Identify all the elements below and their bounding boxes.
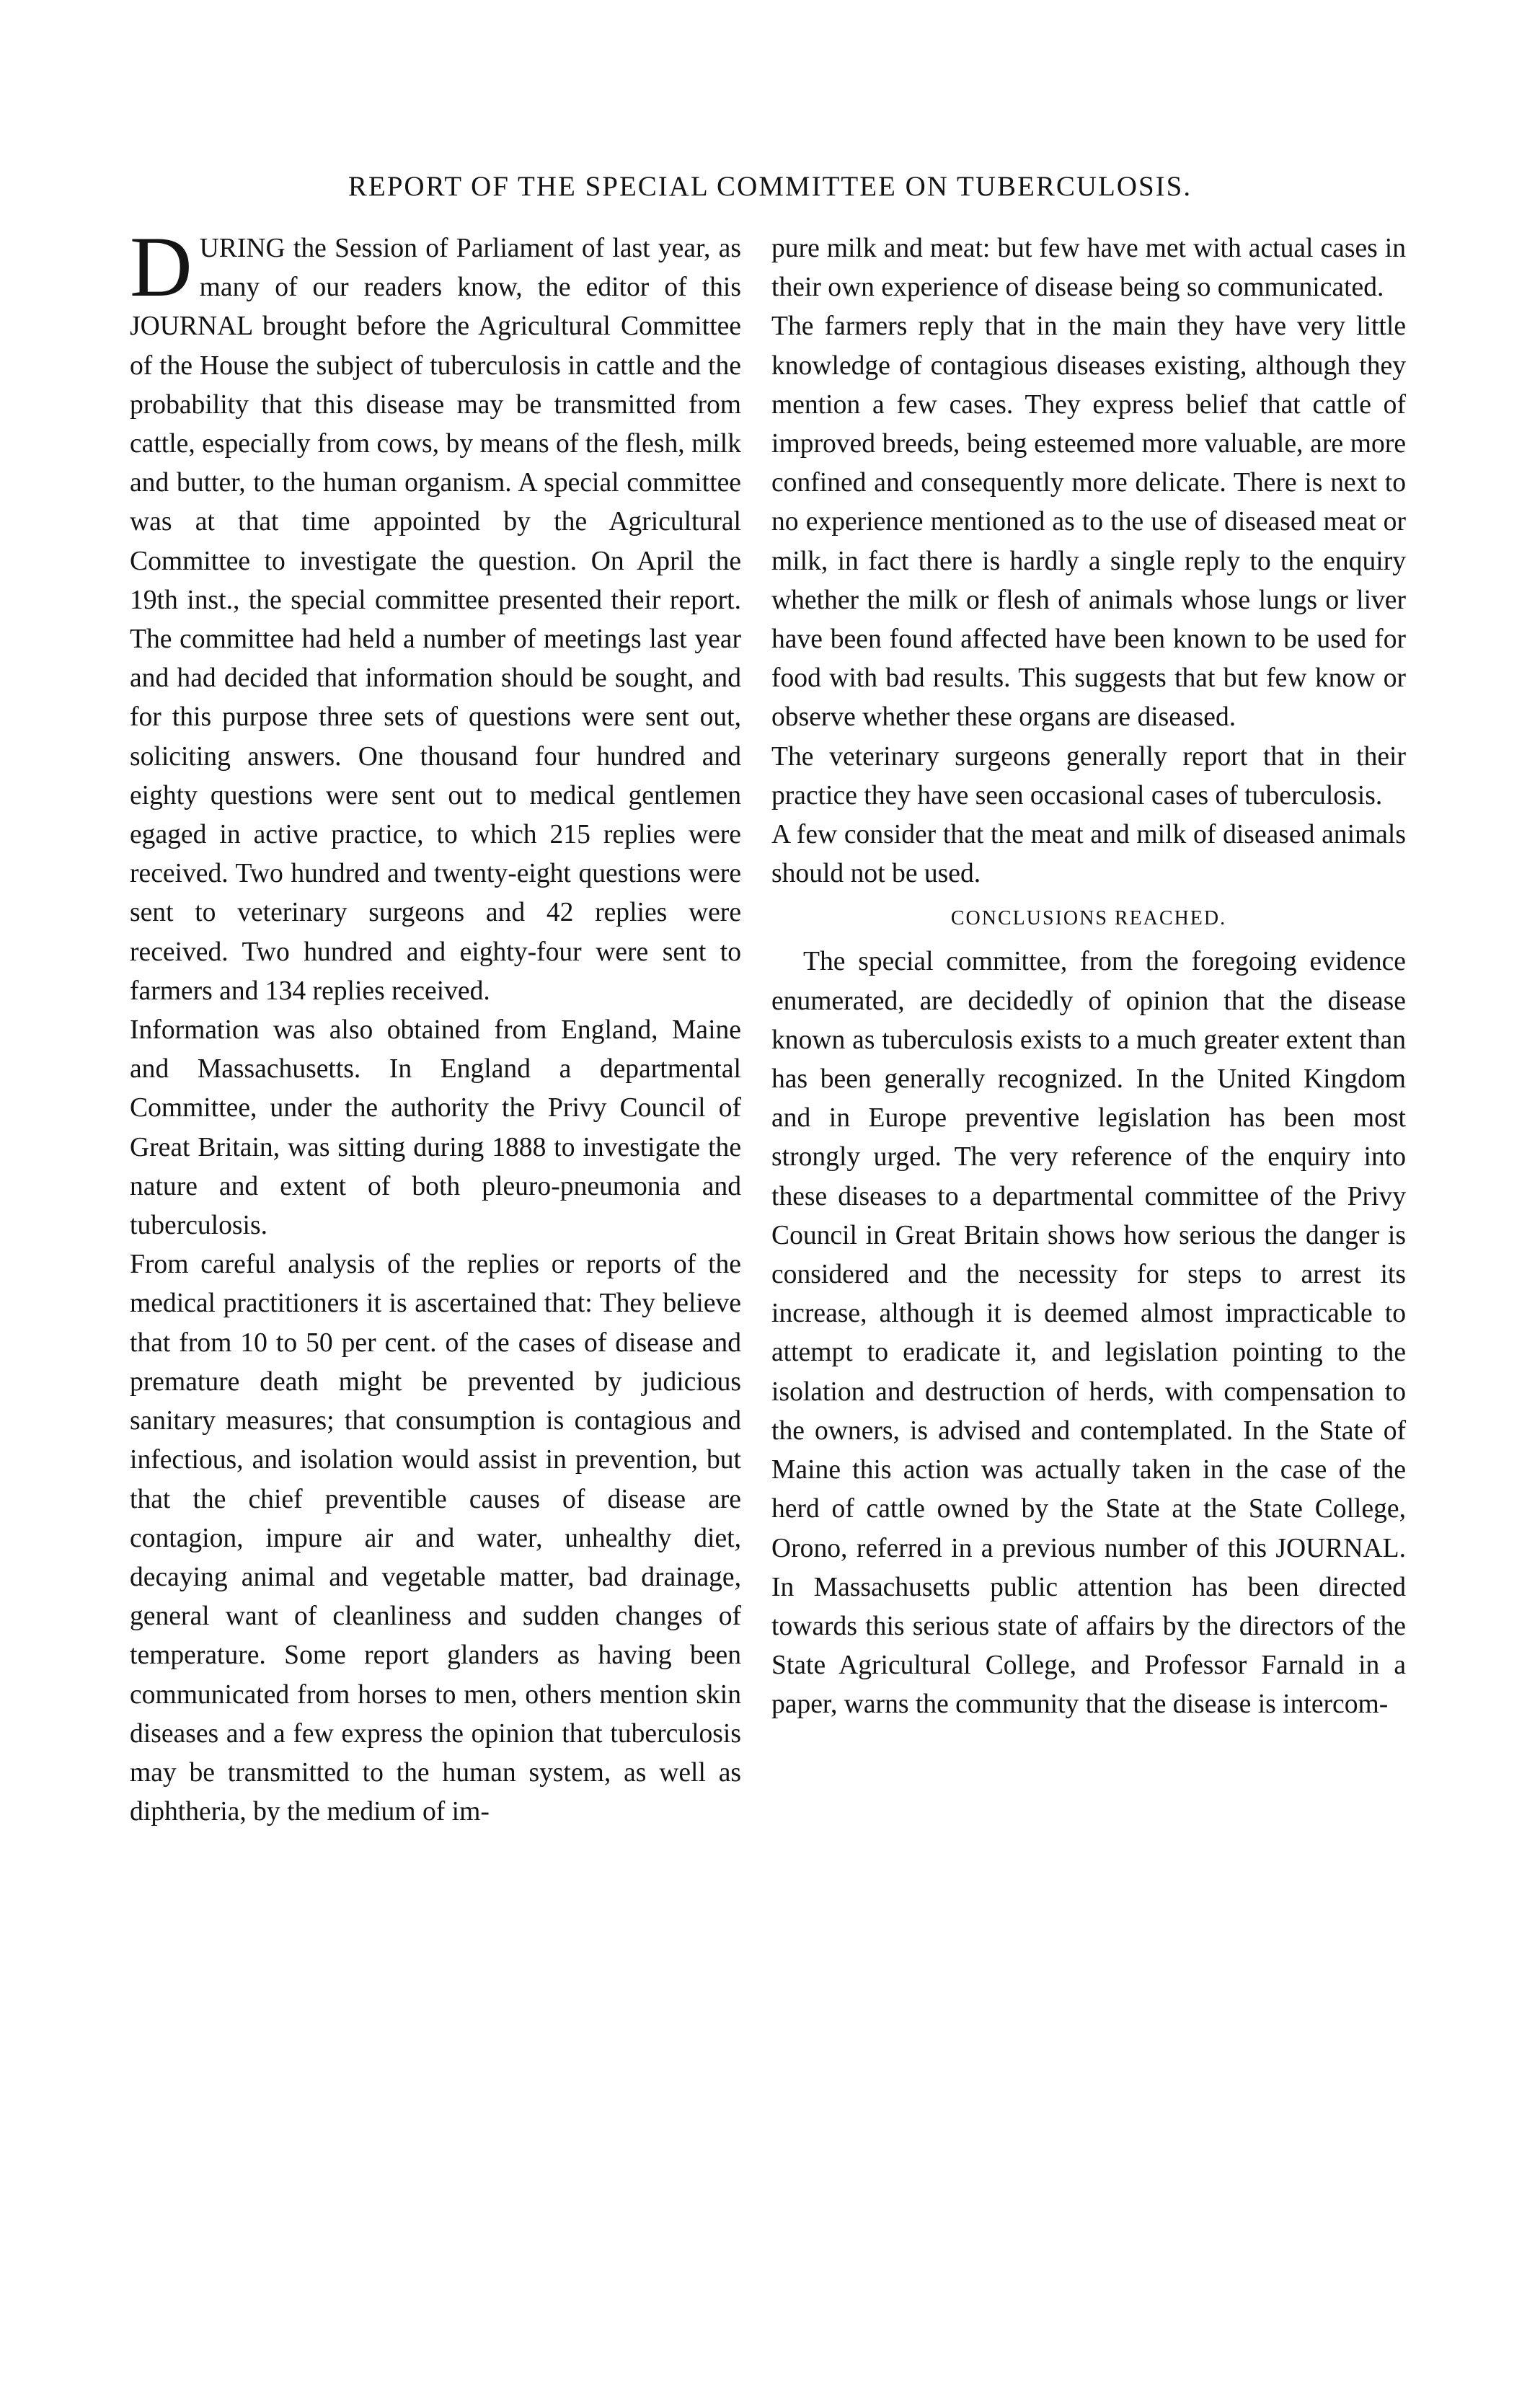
paragraph-farmers: The farmers reply that in the main they have very little knowledge of contagious diseases existing, although they mention a few cases. They express belief that cattle of improved breeds, being esteemed more valuable, are more confined and consequently more delicate. There is next to no experience mentioned as to the use of diseased meat or milk, in fact there is hardly a single reply to the enquiry whether the milk or flesh of animals whose lungs or liver have been found affected have been known to be used for food with bad results. This suggests that but few know or observe whether these organs are diseased. <box>771 312 1406 733</box>
drop-cap: D <box>130 218 192 314</box>
paragraph-conclusions: The special committee, from the foregoing evidence enumerated, are decidedly of opinion that the disease known as tuberculosis exists to a much greater extent than has been generally recognized. In the United Kingdom and in Europe preventive legislation has been most strongly urged. The very reference of the enquiry into these diseases to a departmental committee of the Privy Council in Great Britain shows how serious the danger is considered and the necessity for steps to arrest its increase, although it is deemed almost impracticable to attempt to eradicate it, and legislation pointing to the isolation and destruction of herds, with compensation to the owners, is advised and contemplated. In the State of Maine this action was actually taken in the case of the herd of cattle owned by the State at the State College, Orono, referred in a previous number of this JOURNAL. In Massachusetts public attention has been directed towards this serious state of affairs by the directors of the State Agricultural College, and Professor Farnald in a paper, warns the community that the disease is intercom- <box>771 947 1406 1720</box>
section-heading-conclusions: CONCLUSIONS REACHED. <box>950 907 1227 930</box>
paragraph-information: Information was also obtained from England, Maine and Massachusetts. In England a departmental Committee, under the authority the Privy Council of Great Britain, was sitting during 1888 to investigate the nature and extent of both pleuro-pneumonia and tuberculosis. <box>130 1015 741 1241</box>
right-column <box>771 229 1406 1725</box>
article-title: REPORT OF THE SPECIAL COMMITTEE ON TUBERCULOSIS. <box>348 171 1192 202</box>
paragraph-few-consider: A few consider that the meat and milk of diseased animals should not be used. <box>771 820 1406 889</box>
paragraph-intro-text: URING the Session of Parliament of last year, as many of our readers know, the editor of this JOURNAL brought before the Agricultural Committee of the House the subject of tuberculosis in cattle and the probability that this disease may be transmitted from cattle, especially from cows, by means of the flesh, milk and butter, to the human organism. A special committee was at that time appointed by the Agricultural Committee to investigate the question. On April the 19th inst., the special committee presented their report. The committee had held a number of meetings last year and had decided that information should be sought, and for this purpose three sets of questions were sent out, soliciting answers. One thousand four hundred and eighty questions were sent out to medical gentlemen egaged in active practice, to which 215 replies were received. Two hundred and twenty-eight questions were sent to veterinary surgeons and 42 replies were received. Two hundred and eighty-four were sent to farmers and 134 replies received. <box>130 234 741 1006</box>
paragraph-veterinary: The veterinary surgeons generally report that in their practice they have seen occasional cases of tuberculosis. <box>771 741 1406 810</box>
left-column <box>130 218 741 1832</box>
paragraph-continuation: pure milk and meat: but few have met with actual cases in their own experience of disease being so communicated. <box>771 234 1406 303</box>
paragraph-intro <box>130 218 741 1011</box>
paragraph-analysis: From careful analysis of the replies or reports of the medical practitioners it is ascertained that: They believe that from 10 to 50 per cent. of the cases of disease and premature death might be prevented by judicious sanitary measures; that consumption is contagious and infectious, and isolation would assist in prevention, but that the chief preventible causes of disease are contagion, impure air and water, unhealthy diet, decaying animal and vegetable matter, bad drainage, general want of cleanliness and sudden changes of temperature. Some report glanders as having been communicated from horses to men, others mention skin diseases and a few express the opinion that tuberculosis may be transmitted to the human system, as well as diphtheria, by the medium of im- <box>130 1250 741 1827</box>
